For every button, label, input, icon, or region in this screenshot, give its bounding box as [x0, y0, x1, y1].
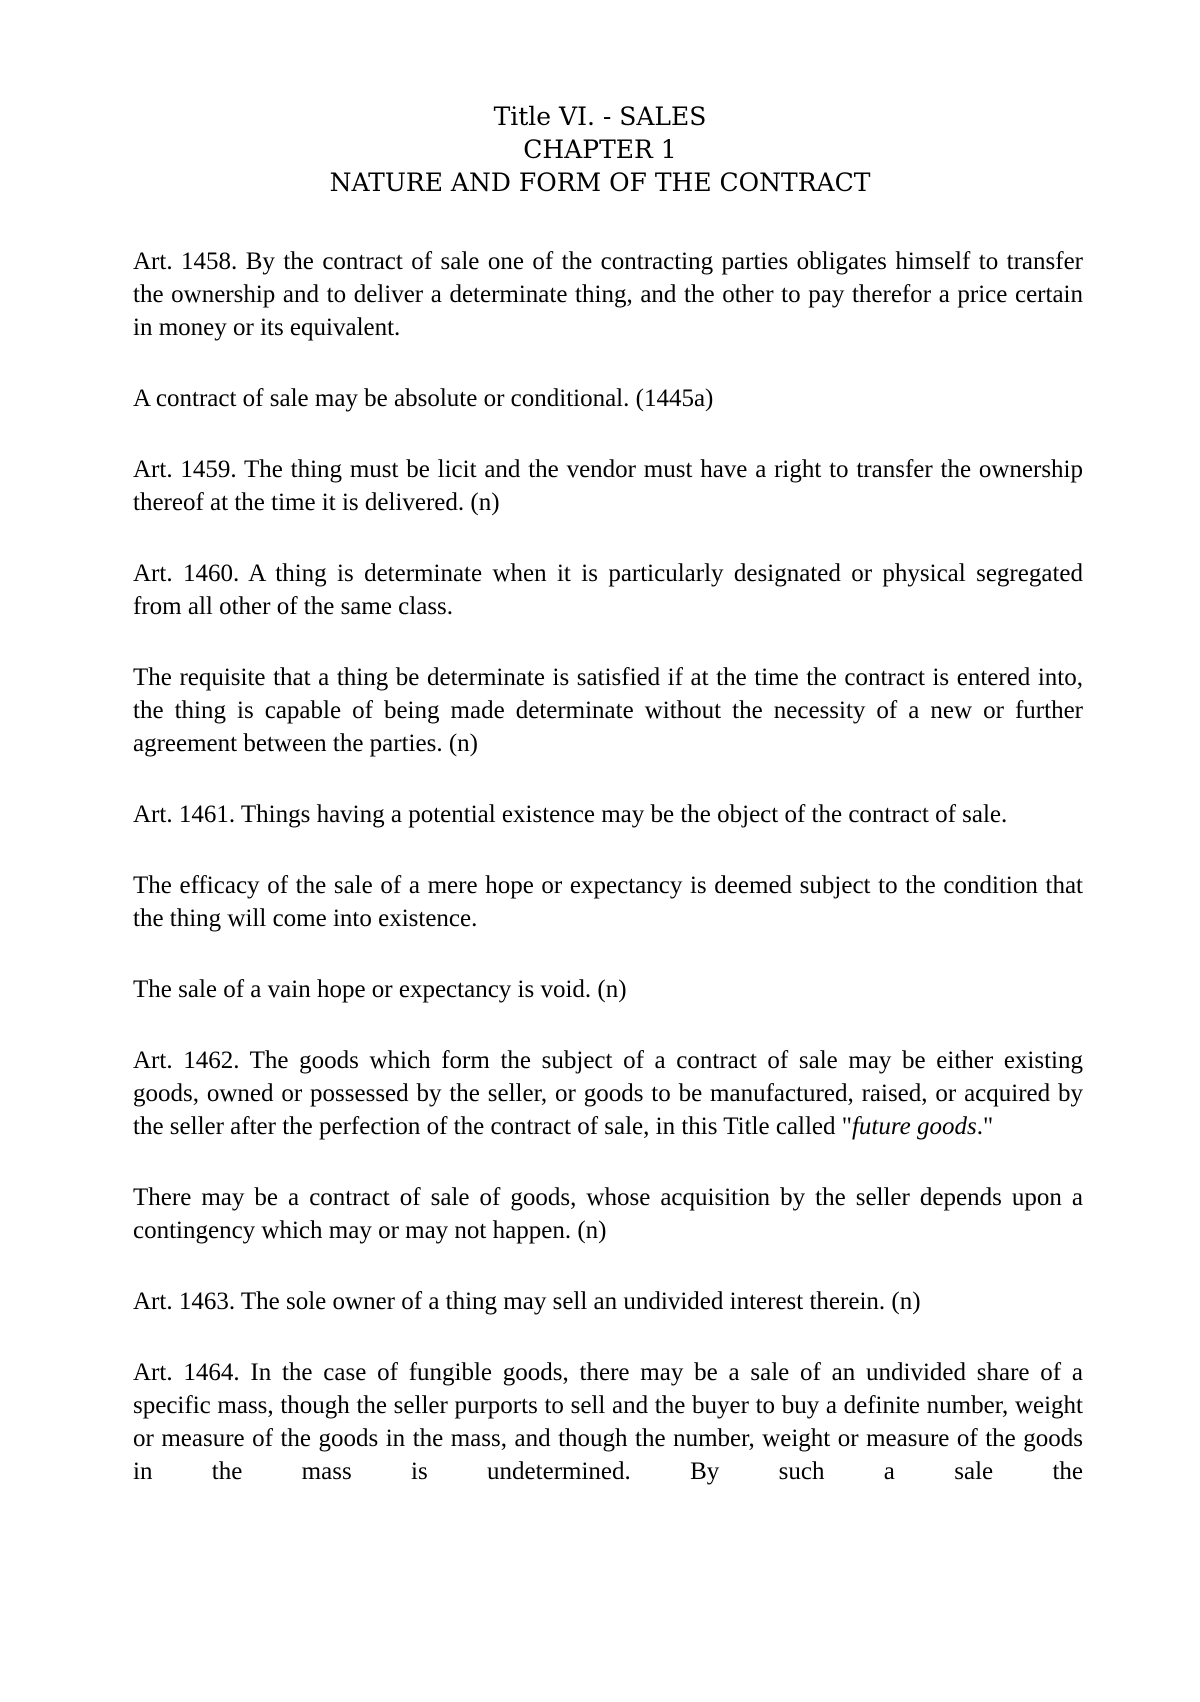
chapter-subtitle: NATURE AND FORM OF THE CONTRACT — [329, 168, 871, 197]
paragraph-art-1460: Art. 1460. A thing is determinate when it is particularly designated or physical segregated from all other of the same class. — [133, 560, 1083, 620]
paragraph-text: ." — [976, 1113, 994, 1140]
italic-term: future goods — [851, 1113, 977, 1140]
chapter-heading: CHAPTER 1 — [523, 135, 677, 164]
paragraph: The efficacy of the sale of a mere hope or expectancy is deemed subject to the condition that the thing will come into existence. — [133, 872, 1083, 932]
paragraph-art-1461: Art. 1461. Things having a potential existence may be the object of the contract of sale. — [133, 801, 1008, 828]
paragraph-art-1462 — [133, 1044, 1083, 1143]
paragraph: The requisite that a thing be determinate is satisfied if at the time the contract is entered into, the thing is capable of being made determinate without the necessity of a new or further agreement between the parties. (n) — [133, 664, 1083, 757]
paragraph-art-1463: Art. 1463. The sole owner of a thing may sell an undivided interest therein. (n) — [133, 1288, 921, 1315]
paragraph-art-1458: Art. 1458. By the contract of sale one of the contracting parties obligates himself to transfer the ownership and to deliver a determinate thing, and the other to pay therefor a price certain in money or its equivalent. — [133, 248, 1083, 341]
document-body — [133, 245, 1083, 1526]
document-heading — [0, 100, 1200, 199]
paragraph-art-1459: Art. 1459. The thing must be licit and the vendor must have a right to transfer the ownership thereof at the time it is delivered. (n) — [133, 456, 1083, 516]
paragraph: There may be a contract of sale of goods, whose acquisition by the seller depends upon a contingency which may or may not happen. (n) — [133, 1184, 1083, 1244]
paragraph-text: Art. 1462. The goods which form the subject of a contract of sale may be either existing goods, owned or possessed by the seller, or goods to be manufactured, raised, or acquired by the seller after the perfection of the contract of sale, in this Title called " — [133, 1047, 1083, 1140]
title: Title VI. - SALES — [493, 102, 707, 131]
paragraph: A contract of sale may be absolute or conditional. (1445a) — [133, 385, 714, 412]
paragraph-art-1464: Art. 1464. In the case of fungible goods, there may be a sale of an undivided share of a specific mass, though the seller purports to sell and the buyer to buy a definite number, weight or measure of the goods in the mass, and though the number, weight or measure of the goods in the mass is undetermined. By such a sale the — [133, 1359, 1083, 1485]
paragraph: The sale of a vain hope or expectancy is void. (n) — [133, 976, 627, 1003]
